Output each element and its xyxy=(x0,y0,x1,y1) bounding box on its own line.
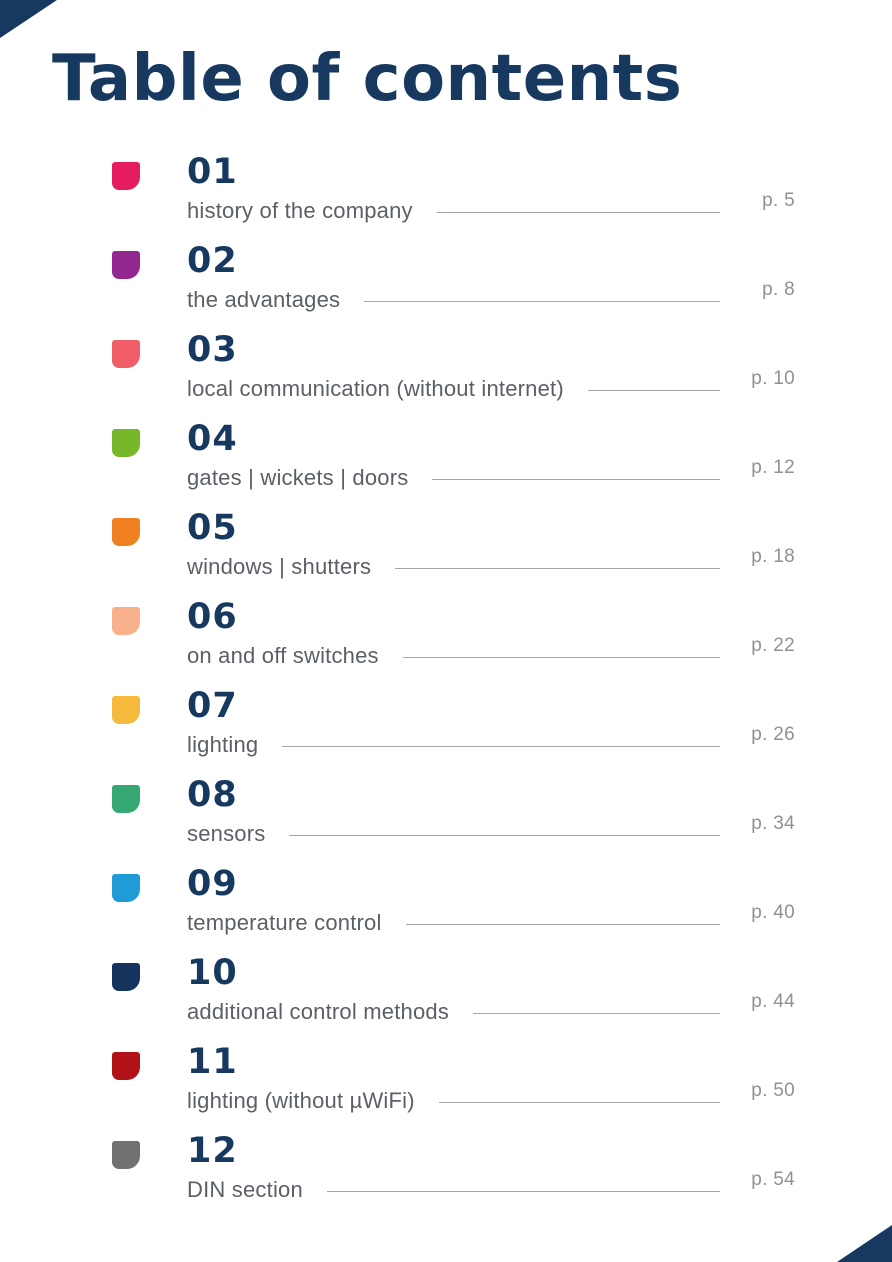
section-label: DIN section xyxy=(187,1177,303,1202)
page-number: p. 22 xyxy=(751,635,795,656)
section-label-row xyxy=(187,466,720,490)
section-label: the advantages xyxy=(187,287,341,312)
section-color-swatch xyxy=(112,785,140,813)
section-label-row xyxy=(187,733,720,757)
section-label-row xyxy=(187,1178,720,1202)
toc-item[interactable] xyxy=(0,330,892,427)
page-number: p. 34 xyxy=(751,813,795,834)
section-label-row xyxy=(187,822,720,846)
toc-item[interactable] xyxy=(0,597,892,694)
section-color-swatch xyxy=(112,429,140,457)
section-color-swatch xyxy=(112,696,140,724)
toc-item[interactable] xyxy=(0,152,892,249)
section-number: 10 xyxy=(187,953,238,993)
toc-item[interactable] xyxy=(0,1131,892,1228)
section-label-row xyxy=(187,644,720,668)
section-label: on and off switches xyxy=(187,643,379,668)
section-color-swatch xyxy=(112,963,140,991)
page-number: p. 18 xyxy=(751,546,795,567)
toc-item[interactable] xyxy=(0,1042,892,1139)
section-label: windows | shutters xyxy=(187,554,372,579)
section-number: 11 xyxy=(187,1042,238,1082)
toc-item[interactable] xyxy=(0,953,892,1050)
section-label-row xyxy=(187,199,720,223)
corner-accent-bottom-right xyxy=(837,1225,892,1262)
section-label-row xyxy=(187,911,720,935)
section-number: 01 xyxy=(187,152,238,192)
section-label-row xyxy=(187,1000,720,1024)
page-number: p. 26 xyxy=(751,724,795,745)
section-color-swatch xyxy=(112,340,140,368)
section-label-row xyxy=(187,288,720,312)
section-color-swatch xyxy=(112,251,140,279)
section-color-swatch xyxy=(112,874,140,902)
toc-item[interactable] xyxy=(0,508,892,605)
toc-item[interactable] xyxy=(0,241,892,338)
section-label: local communication (without internet) xyxy=(187,376,564,401)
section-label: gates | wickets | doors xyxy=(187,465,409,490)
page-number: p. 10 xyxy=(751,368,795,389)
section-label-row xyxy=(187,1089,720,1113)
leader-line xyxy=(395,568,720,569)
section-number: 06 xyxy=(187,597,238,637)
section-label: history of the company xyxy=(187,198,413,223)
toc-item[interactable] xyxy=(0,775,892,872)
corner-accent-top-left xyxy=(0,0,57,38)
leader-line xyxy=(437,212,720,213)
section-color-swatch xyxy=(112,1052,140,1080)
page-number: p. 44 xyxy=(751,991,795,1012)
page-number: p. 5 xyxy=(762,190,795,211)
toc-item[interactable] xyxy=(0,864,892,961)
leader-line xyxy=(327,1191,720,1192)
section-number: 12 xyxy=(187,1131,238,1171)
section-number: 04 xyxy=(187,419,238,459)
section-number: 08 xyxy=(187,775,238,815)
page-title: Table of contents xyxy=(52,42,683,116)
section-number: 09 xyxy=(187,864,238,904)
section-color-swatch xyxy=(112,607,140,635)
section-label-row xyxy=(187,555,720,579)
section-label: sensors xyxy=(187,821,266,846)
section-color-swatch xyxy=(112,1141,140,1169)
toc-list xyxy=(0,152,892,1228)
leader-line xyxy=(282,746,720,747)
section-color-swatch xyxy=(112,162,140,190)
leader-line xyxy=(364,301,720,302)
leader-line xyxy=(439,1102,720,1103)
leader-line xyxy=(289,835,720,836)
leader-line xyxy=(406,924,720,925)
leader-line xyxy=(403,657,720,658)
leader-line xyxy=(473,1013,720,1014)
section-label-row xyxy=(187,377,720,401)
page-number: p. 54 xyxy=(751,1169,795,1190)
page-number: p. 12 xyxy=(751,457,795,478)
toc-item[interactable] xyxy=(0,419,892,516)
leader-line xyxy=(588,390,720,391)
section-number: 02 xyxy=(187,241,238,281)
toc-item[interactable] xyxy=(0,686,892,783)
page-number: p. 50 xyxy=(751,1080,795,1101)
section-number: 03 xyxy=(187,330,238,370)
section-label: additional control methods xyxy=(187,999,450,1024)
section-color-swatch xyxy=(112,518,140,546)
section-label: lighting (without µWiFi) xyxy=(187,1088,415,1113)
section-number: 05 xyxy=(187,508,238,548)
section-label: lighting xyxy=(187,732,259,757)
section-label: temperature control xyxy=(187,910,382,935)
section-number: 07 xyxy=(187,686,238,726)
page-number: p. 40 xyxy=(751,902,795,923)
leader-line xyxy=(432,479,720,480)
page-number: p. 8 xyxy=(762,279,795,300)
